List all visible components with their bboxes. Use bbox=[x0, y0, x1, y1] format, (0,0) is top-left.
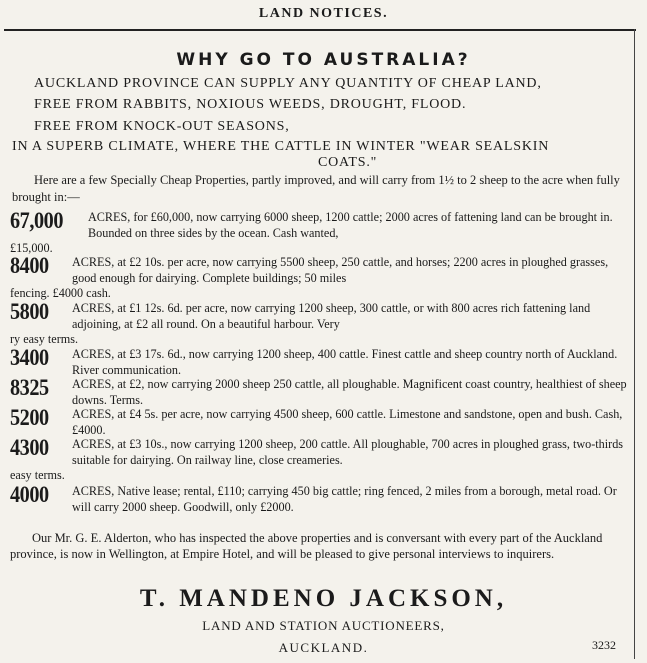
listing-acreage: 8400 bbox=[10, 253, 49, 278]
listing-continuation: £15,000. bbox=[10, 241, 53, 255]
property-listing bbox=[10, 435, 634, 483]
selling-point-line: FREE FROM RABBITS, NOXIOUS WEEDS, DROUGHT, FLOOD. bbox=[34, 97, 467, 112]
listing-description: ACRES, at £1 12s. 6d. per acre, now carrying 1200 sheep, 300 cattle, or with 800 acres rich fattening land adjoining, at £2 all round. On a beautiful harbour. Very bbox=[72, 301, 591, 331]
listing-description: ACRES, at £3 10s., now carrying 1200 sheep, 200 cattle. All ploughable, 700 acres in ploughed grass, two-thirds suitable for dairying. On railway line, close creameries. bbox=[72, 437, 624, 467]
listing-description: ACRES, at £2 10s. per acre, now carrying 5500 sheep, 250 cattle, and horses; 2200 acres in ploughed grasses, good enough for dairying. Complete buildings; 50 miles bbox=[72, 255, 609, 285]
listing-description: ACRES, at £4 5s. per acre, now carrying 4500 sheep, 600 cattle. Limestone and sandstone, open and bush. Cash, £4000. bbox=[72, 407, 623, 437]
listing-acreage: 5200 bbox=[10, 405, 49, 430]
listing-acreage: 8325 bbox=[10, 375, 49, 400]
selling-point-line: AUCKLAND PROVINCE CAN SUPPLY ANY QUANTITY OF CHEAP LAND, bbox=[34, 76, 542, 91]
property-listing bbox=[10, 253, 634, 301]
contact-paragraph: Our Mr. G. E. Alderton, who has inspected the above properties and is conversant with every part of the Auckland province, is now in Wellington, at Empire Hotel, and will be pleased to give personal interviews to inquirers. bbox=[10, 531, 603, 561]
listing-acreage: 4000 bbox=[10, 482, 49, 507]
listing-acreage: 5800 bbox=[10, 299, 49, 324]
listing-description: ACRES, for £60,000, now carrying 6000 sheep, 1200 cattle; 2000 acres of fattening land can be brought in. Bounded on three sides by the ocean. Cash wanted, bbox=[88, 210, 613, 240]
side-rule bbox=[634, 29, 635, 659]
listing-continuation: fencing. £4000 cash. bbox=[10, 286, 111, 300]
listing-acreage: 4300 bbox=[10, 435, 49, 460]
auctioneer-name: T. MANDENO JACKSON, bbox=[139, 585, 508, 612]
intro-paragraph: Here are a few Specially Cheap Properties, partly improved, and will carry from 1½ to 2 sheep to the acre when fully brought in:— bbox=[12, 173, 620, 204]
auctioneer-role: LAND AND STATION AUCTIONEERS, bbox=[202, 618, 445, 633]
selling-point-line: IN A SUPERB CLIMATE, WHERE THE CATTLE IN WINTER "WEAR SEALSKIN bbox=[12, 139, 550, 154]
listing-continuation: ry easy terms. bbox=[10, 332, 79, 346]
listing-description: ACRES, Native lease; rental, £110; carrying 450 big cattle; ring fenced, 2 miles from a borough, metal road. Or will carry 2000 sheep. Goodwill, only £2000. bbox=[72, 484, 617, 514]
listing-description: ACRES, at £2, now carrying 2000 sheep 250 cattle, all ploughable. Magnificent coast country, healthiest of sheep downs. Terms. bbox=[72, 377, 627, 407]
top-rule bbox=[4, 29, 636, 31]
headline: WHY GO TO AUSTRALIA? bbox=[176, 50, 471, 70]
property-listing bbox=[10, 482, 634, 530]
section-header: LAND NOTICES. bbox=[258, 6, 389, 21]
selling-point-line: FREE FROM KNOCK-OUT SEASONS, bbox=[34, 119, 290, 134]
selling-point-line: COATS." bbox=[318, 155, 378, 170]
property-listing bbox=[10, 208, 634, 256]
property-listing bbox=[10, 299, 634, 347]
listing-description: ACRES, at £3 17s. 6d., now carrying 1200 sheep, 400 cattle. Finest cattle and sheep country north of Auckland. River communication. bbox=[72, 347, 618, 377]
listing-continuation: easy terms. bbox=[10, 468, 65, 482]
listing-acreage: 67,000 bbox=[10, 208, 64, 233]
auctioneer-town: AUCKLAND. bbox=[278, 640, 369, 655]
listing-acreage: 3400 bbox=[10, 345, 49, 370]
ad-number: 3232 bbox=[592, 638, 616, 652]
